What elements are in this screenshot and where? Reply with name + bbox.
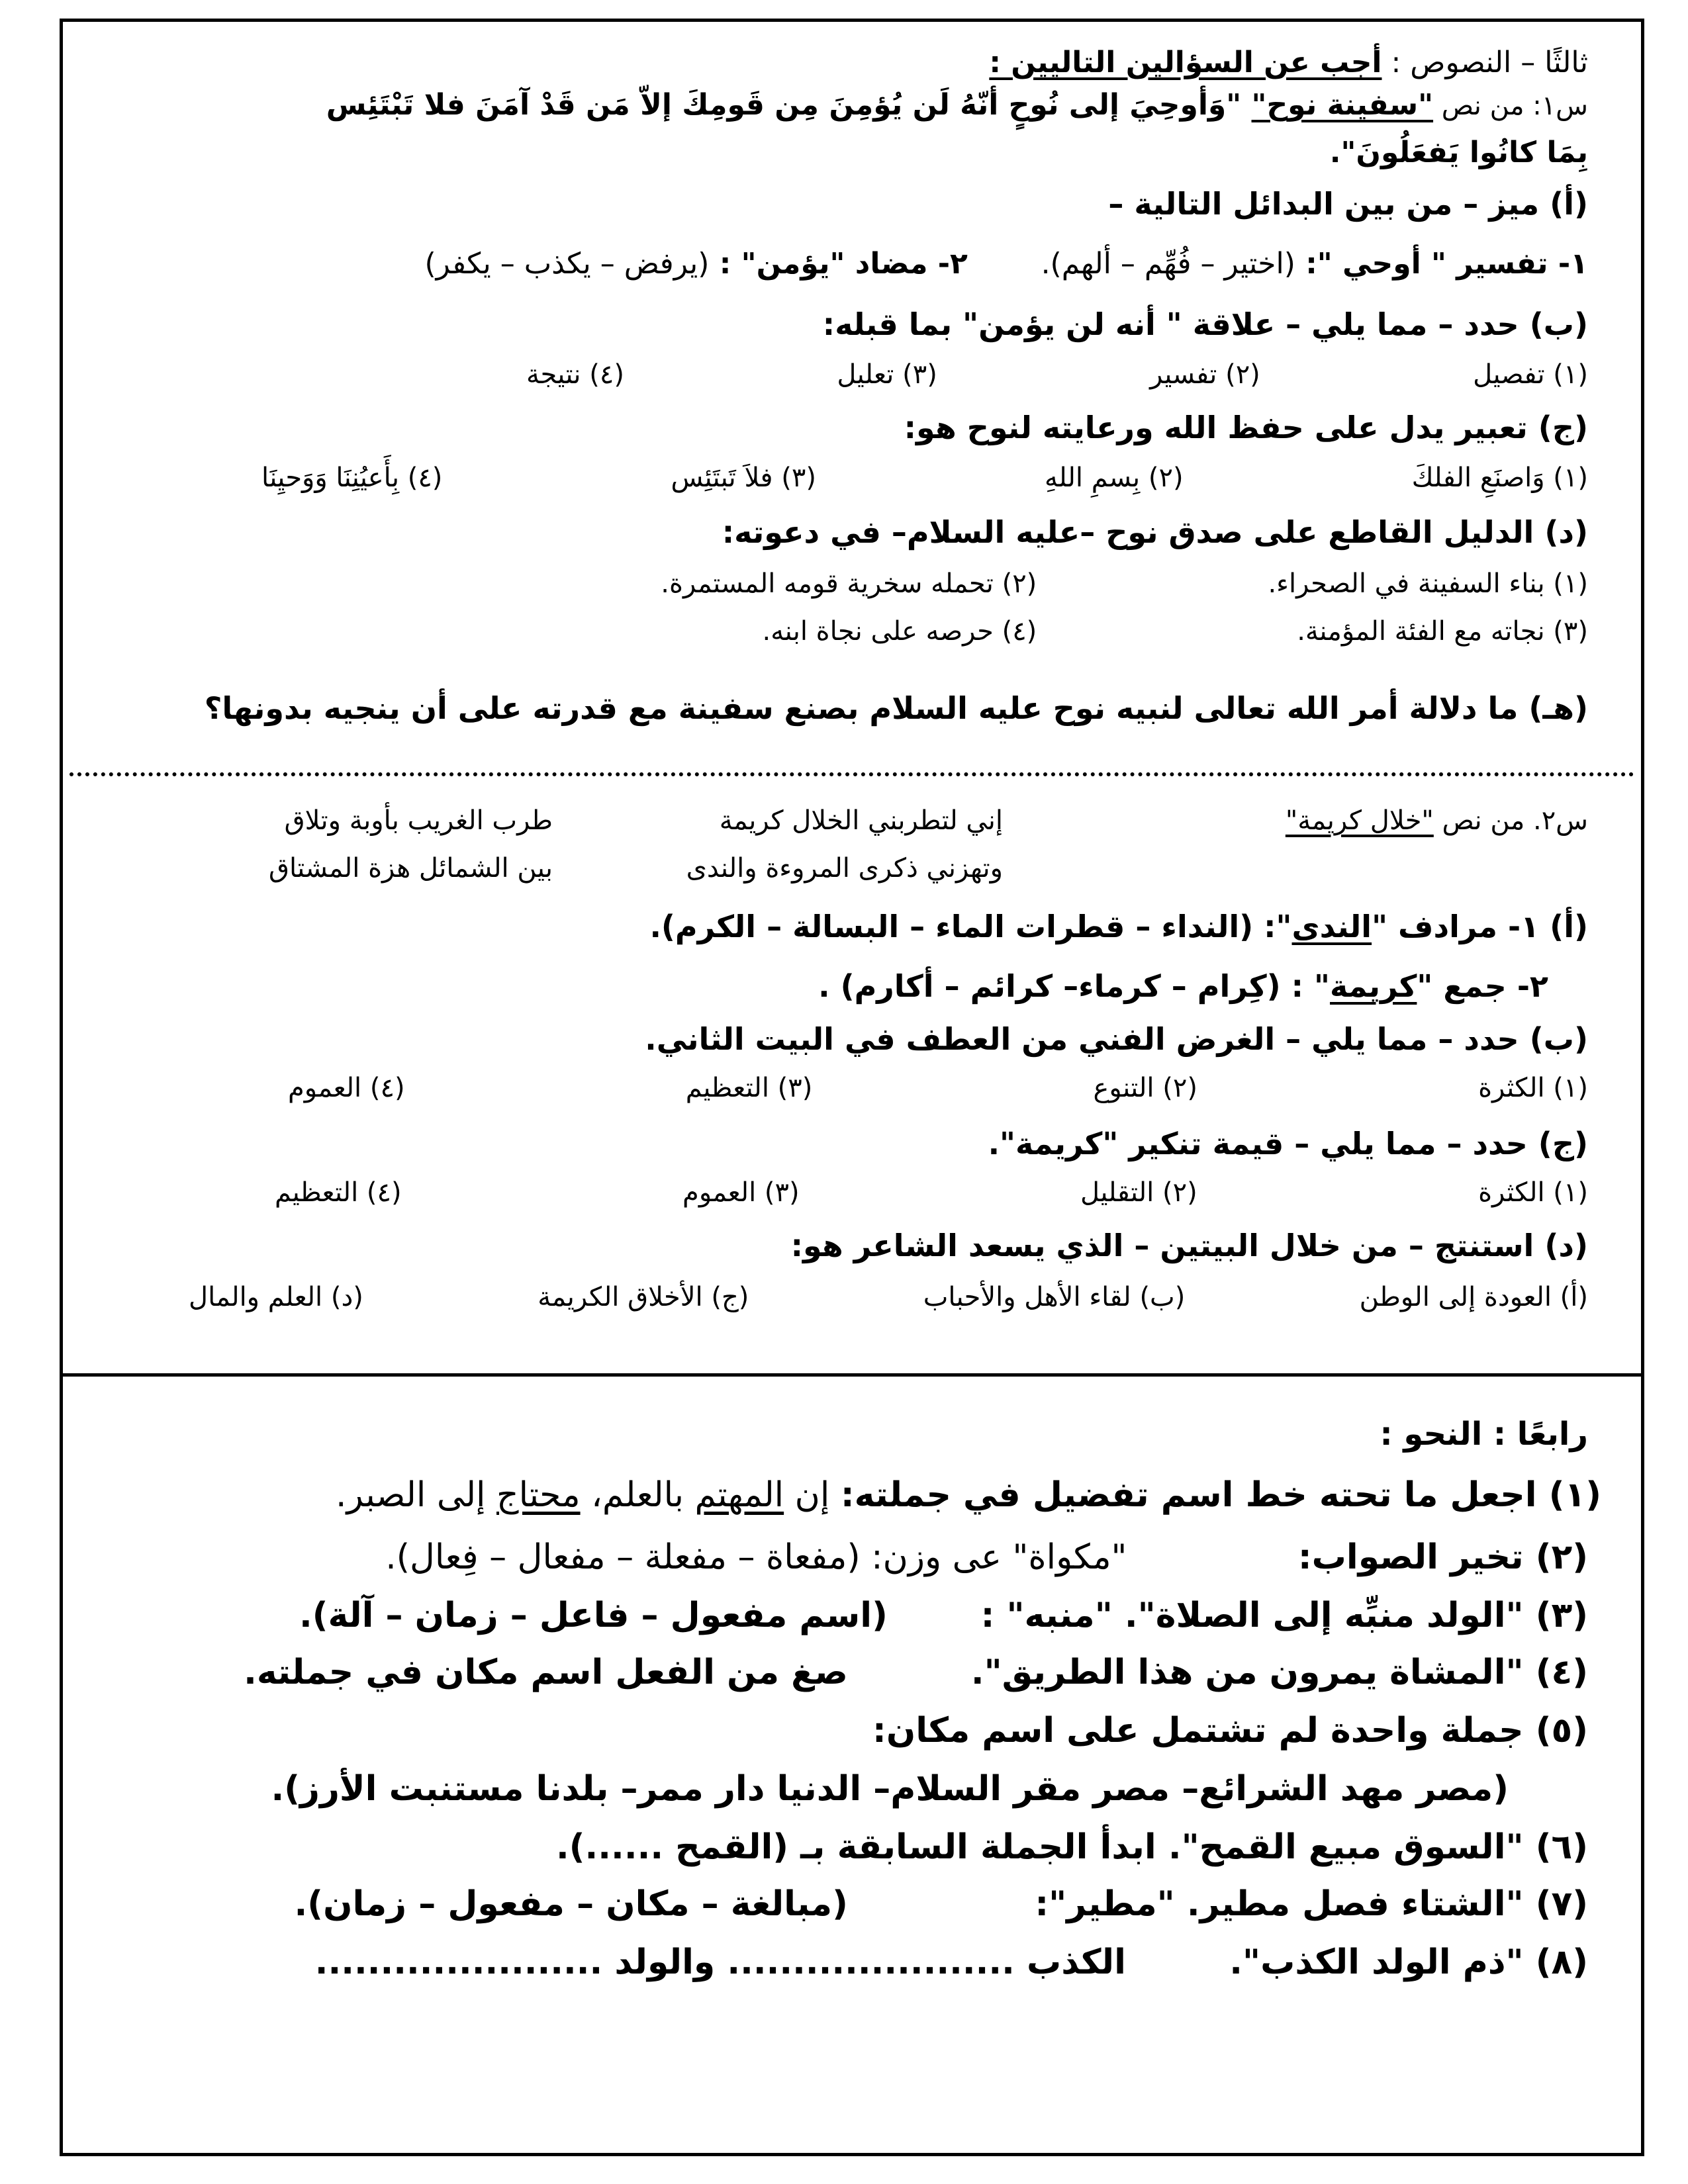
nahw-item-5-choices: (مصر مهد الشرائع– مصر مقر السلام– الدنيا دار ممر– بلدنا مستنبت الأرز).	[271, 1769, 1509, 1809]
exam-sheet	[60, 19, 1644, 2156]
q1-b-title: (ب) حدد – مما يلي – علاقة " أنه لن يؤمن" بما قبله:	[822, 306, 1588, 342]
q2-d-title: (د) استنتج – من خلال البيتين – الذي يسعد الشاعر هو:	[790, 1228, 1588, 1263]
nahw-item-3-label: (۳) "الولد منبِّه إلى الصلاة". "منبه" :	[980, 1596, 1588, 1635]
nahw-item-5	[116, 1711, 1588, 1751]
nahw-item-4	[116, 1653, 1588, 1692]
nahw-item-3-text: (اسم مفعول – فاعل – زمان – آلة).	[299, 1596, 888, 1635]
q2-b-option: (۱) الكثرة	[1478, 1073, 1588, 1103]
q2-d-options	[189, 1282, 1588, 1312]
q1-a-item1-choices: (اختير – فُهِّم – ألهم).	[1041, 247, 1295, 281]
nahw-item-2-text: "مكواة" عى وزن: (مفعاة – مفعلة – مفعال – فِعال).	[385, 1537, 1127, 1577]
poem-verse1	[122, 805, 1003, 836]
nahw-item-3	[116, 1596, 1588, 1635]
nahw-item-7-label: (۷) "الشتاء فصل مطير. "مطير":	[1035, 1884, 1588, 1924]
q1-a-item2-choices: (يرفض – يكذب – يكفر)	[424, 247, 710, 281]
q1-title: "سفينة نوح"	[1251, 88, 1434, 122]
verse1-first-hemistich: إني لتطربني الخلال كريمة	[719, 805, 1003, 836]
nahw-item-7	[116, 1884, 1588, 1924]
nahw-item-1-underlined-1: المهتم	[694, 1475, 784, 1515]
nahw-item-1	[116, 1475, 1601, 1515]
section3-header: ثالثًا – النصوص :	[1391, 46, 1588, 79]
q1-b-option: (۲) تفسير	[1150, 359, 1260, 390]
q2-b-option: (۳) التعظيم	[685, 1073, 813, 1103]
q2-a2	[116, 968, 1548, 1004]
section4-header: رابعًا : النحو :	[1380, 1416, 1588, 1453]
nahw-item-2	[116, 1537, 1588, 1577]
dotted-divider	[70, 772, 1634, 776]
verse2-first-hemistich: وتهزني ذكرى المروءة والندى	[686, 853, 1003, 884]
q2-d-option: (ب) لقاء الأهل والأحباب	[923, 1282, 1186, 1312]
q2-a1	[116, 909, 1588, 944]
q1-quote-line1: "وَأوحِيَ إلى نُوحٍ أنّهُ لَن يُؤمِنَ مِن قَومِكَ إلاّ مَن قَدْ آمَنَ فلا تَبْتَئِس	[326, 88, 1242, 122]
q1-c-option: (٤) بِأَعيُنِنَا وَوَحيِنَا	[261, 463, 443, 493]
nahw-item-8-text: الكذب ...................... والولد ......................	[314, 1942, 1126, 1982]
verse2-second-hemistich: بين الشمائل هزة المشتاق	[268, 853, 553, 884]
q2-a2-choices: " : (كِرام – كرماء– كرائم – أكارم) .	[818, 968, 1331, 1004]
q1-b-option: (٤) نتيجة	[526, 359, 624, 390]
section-divider	[63, 1373, 1641, 1377]
q1-quote-line2: بِمَا كانُوا يَفعَلُونَ".	[1329, 136, 1588, 169]
q2-c-option: (۱) الكثرة	[1478, 1177, 1588, 1208]
q1-line1	[116, 88, 1588, 122]
q1-a-item1-label: ۱- تفسير " أوحي ":	[1305, 247, 1588, 281]
q2-title: "خلال كريمة"	[1285, 805, 1434, 836]
q1-c-options	[261, 463, 1588, 493]
q2-b-option: (٤) العموم	[288, 1073, 405, 1103]
q1-b-options	[526, 359, 1588, 390]
nahw-item-6-text: ابدأ الجملة السابقة بـ (القمح ......).	[556, 1827, 1156, 1867]
section3-instruction: أجب عن السؤالين التاليين :	[989, 46, 1382, 79]
q2-a1-choices: ": (النداء – قطرات الماء – البسالة – الكرم).	[649, 909, 1292, 944]
nahw-item-6	[116, 1827, 1588, 1867]
q2-c-option: (٤) التعظيم	[275, 1177, 402, 1208]
q1-e-text: (هـ) ما دلالة أمر الله تعالى لنبيه نوح عليه السلام بصنع سفينة مع قدرته على أن ينجيه بدونها؟	[204, 690, 1588, 726]
q1-c-option: (۲) بِسمِ اللهِ	[1045, 463, 1184, 493]
q1-d-title: (د) الدليل القاطع على صدق نوح –عليه السلام– في دعوته:	[722, 514, 1588, 550]
q1-d-option: (٤) حرصه على نجاة ابنه.	[762, 616, 1037, 647]
q1-d-option: (۱) بناء السفينة في الصحراء.	[1268, 569, 1588, 599]
q1-d-row1	[116, 569, 1588, 599]
q1-d-row2	[116, 616, 1588, 647]
nahw-item-2-label: (۲) تخير الصواب:	[1297, 1537, 1588, 1577]
nahw-item-8	[116, 1942, 1588, 1982]
q1-c-option: (۱) وَاصنَعِ الفلكَ	[1411, 463, 1588, 493]
q1-a-title: (أ) ميز – من بين البدائل التالية –	[1108, 186, 1588, 222]
nahw-item-1-text-pre: إن	[784, 1475, 830, 1515]
nahw-item-1-text-mid: بالعلم،	[580, 1475, 695, 1515]
nahw-item-8-label: (۸) "ذم الولد الكذب".	[1229, 1942, 1588, 1982]
q2-a1-word: الندى	[1291, 909, 1372, 944]
nahw-item-1-label: (۱) اجعل ما تحته خط اسم تفضيل في جملته:	[840, 1475, 1601, 1515]
q1-c-title: (ج) تعبير يدل على حفظ الله ورعايته لنوح هو:	[904, 410, 1588, 445]
q2-b-option: (۲) التنوع	[1093, 1073, 1197, 1103]
q2-b-options	[288, 1073, 1588, 1103]
nahw-item-5-label: (٥) جملة واحدة لم تشتمل على اسم مكان:	[872, 1711, 1588, 1751]
section3-header-row	[116, 46, 1588, 79]
q2-d-option: (د) العلم والمال	[189, 1282, 363, 1312]
verse1-second-hemistich: طرب الغريب بأوبة وتلاق	[284, 805, 553, 836]
q2-a1-label: (أ) ۱- مرادف "	[1372, 909, 1588, 944]
nahw-item-1-text-post: إلى الصبر.	[336, 1475, 497, 1515]
nahw-item-6-label: (٦) "السوق مبيع القمح".	[1168, 1827, 1588, 1867]
q1-prefix: س۱: من نص	[1433, 91, 1588, 121]
q1-c-option: (۳) فلاَ تَبتَئِس	[671, 463, 816, 493]
q2-a2-word: كريمة	[1330, 968, 1417, 1004]
nahw-item-4-label: (٤) "المشاة يمرون من هذا الطريق".	[970, 1653, 1588, 1692]
q1-d-option: (۳) نجاته مع الفئة المؤمنة.	[1297, 616, 1588, 647]
q2-c-option: (۲) التقليل	[1080, 1177, 1197, 1208]
nahw-item-4-text: صغ من الفعل اسم مكان في جملته.	[244, 1653, 848, 1692]
q2-b-title: (ب) حدد – مما يلي – الغرض الفني من العطف في البيت الثاني.	[645, 1021, 1588, 1057]
nahw-item-1-underlined-2: محتاج	[496, 1475, 581, 1515]
nahw-item-7-text: (مبالغة – مكان – مفعول – زمان).	[294, 1884, 848, 1924]
q1-d-option: (۲) تحمله سخرية قومه المستمرة.	[661, 569, 1037, 599]
q2-c-title: (ج) حدد – مما يلي – قيمة تنكير "كريمة".	[988, 1126, 1588, 1161]
q1-b-option: (۱) تفصيل	[1473, 359, 1588, 390]
q2-c-options	[275, 1177, 1588, 1208]
q2-c-option: (۳) العموم	[682, 1177, 800, 1208]
q2-a2-label: ۲- جمع "	[1417, 968, 1548, 1004]
q2-d-option: (ج) الأخلاق الكريمة	[538, 1282, 749, 1312]
q2-prefix: س۲. من نص	[1433, 805, 1588, 836]
q2-d-option: (أ) العودة إلى الوطن	[1359, 1282, 1588, 1312]
q1-a-items	[116, 247, 1588, 281]
poem-verse2	[122, 853, 1003, 884]
q1-a-item2-label: ۲- مضاد "يؤمن" :	[719, 247, 968, 281]
q1-b-option: (۳) تعليل	[837, 359, 937, 390]
